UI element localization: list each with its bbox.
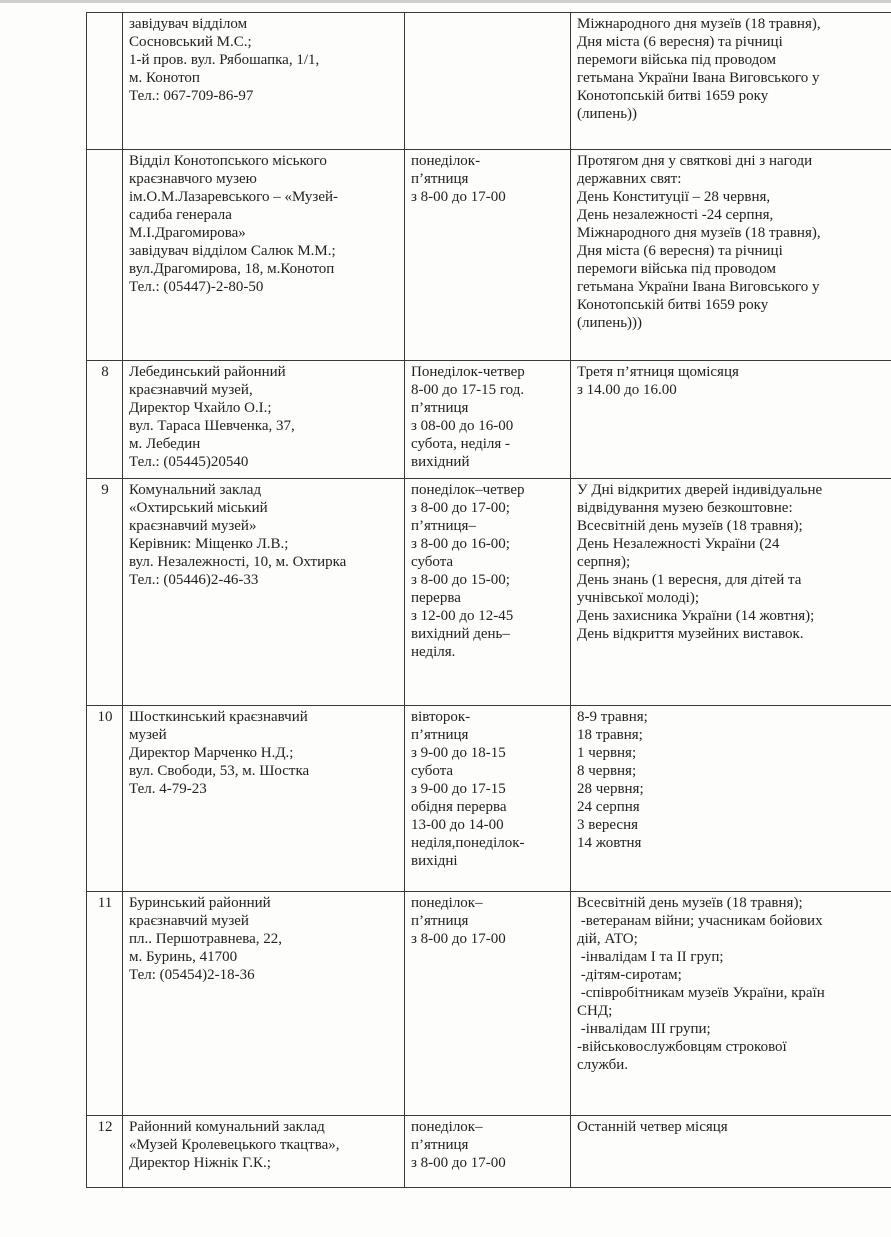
cell-text-line: «Музей Кролевецького ткацтва», (129, 1137, 340, 1153)
cell-text-line: 1 червня; (577, 745, 637, 761)
cell-text-line: вихідний день– (411, 626, 510, 642)
cell-text-line: Керівник: Міщенко Л.В.; (129, 536, 289, 552)
cell-text-line: з 8-00 до 16-00; (411, 536, 510, 552)
free-visit-days-cell (571, 479, 891, 706)
cell-text-line: п’ятниця (411, 913, 469, 929)
cell-text-line: -інвалідам І та ІІ груп; (577, 949, 724, 965)
row-number: 9 (87, 479, 123, 706)
cell-text-line: перерва (411, 590, 461, 606)
cell-text-line: 24 серпня (577, 799, 640, 815)
cell-text-line: садиба генерала (129, 207, 232, 223)
cell-text-line: м. Лебедин (129, 436, 201, 452)
cell-text-line: м. Буринь, 41700 (129, 949, 238, 965)
table-row (87, 150, 891, 361)
free-visit-days-cell (571, 892, 891, 1116)
cell-text-line: Директор Чхайло О.І.; (129, 400, 272, 416)
free-visit-days-cell (571, 706, 891, 892)
free-visit-days-cell (571, 361, 891, 479)
cell-text-line: з 8-00 до 17-00 (411, 1155, 506, 1171)
cell-text-line: Тел.: (05446)2-46-33 (129, 572, 259, 588)
cell-text-line: ім.О.М.Лазаревського – «Музей- (129, 189, 339, 205)
cell-text-line: неділя,понеділок- (411, 835, 525, 851)
cell-text-line: Тел. 4-79-23 (129, 781, 207, 797)
free-visit-days-cell (571, 1116, 891, 1188)
cell-text-line: День знань (1 вересня, для дітей та (577, 572, 802, 588)
cell-text-line: завідувач відділом Салюк М.М.; (129, 243, 336, 259)
cell-text-line: з 9-00 до 17-15 (411, 781, 506, 797)
cell-text-line: понеділок– (411, 1119, 483, 1135)
cell-text-line: обідня перерва (411, 799, 507, 815)
cell-text-line: служби. (577, 1057, 629, 1073)
cell-text-line: Тел.: 067-709-86-97 (129, 88, 254, 104)
cell-text-line: понеділок- (411, 153, 481, 169)
cell-text-line: з 8-00 до 17-00 (411, 189, 506, 205)
cell-text-line: 28 червня; (577, 781, 644, 797)
cell-text-line: п’ятниця (411, 727, 469, 743)
museum-name-cell (123, 361, 405, 479)
row-number: 11 (87, 892, 123, 1116)
cell-text-line: п’ятниця (411, 400, 469, 416)
cell-text-line: м. Конотоп (129, 70, 200, 86)
cell-text-line: серпня); (577, 554, 631, 570)
museum-name-cell (123, 13, 405, 150)
cell-text-line: 8 червня; (577, 763, 637, 779)
cell-text-line: понеділок– (411, 895, 483, 911)
cell-text-line: учнівської молоді); (577, 590, 699, 606)
cell-text-line: Сосновський М.С.; (129, 34, 252, 50)
cell-text-line: вул.Драгомирова, 18, м.Конотоп (129, 261, 335, 277)
cell-text-line: з 14.00 до 16.00 (577, 382, 677, 398)
table-row (87, 706, 891, 892)
opening-hours-cell (405, 13, 571, 150)
cell-text-line: День незалежності -24 серпня, (577, 207, 774, 223)
opening-hours-cell (405, 892, 571, 1116)
cell-text-line: вихідний (411, 454, 470, 470)
opening-hours-cell (405, 150, 571, 361)
cell-text-line: пл.. Першотравнева, 22, (129, 931, 283, 947)
cell-text-line: перемоги війська під проводом (577, 52, 776, 68)
cell-text-line: 1-й пров. вул. Рябошапка, 1/1, (129, 52, 320, 68)
cell-text-line: з 8-00 до 17-00 (411, 931, 506, 947)
cell-text-line: Лебединський районний (129, 364, 286, 380)
row-number: 12 (87, 1116, 123, 1188)
cell-text-line: 18 травня; (577, 727, 643, 743)
cell-text-line: краєзнавчий музей» (129, 518, 257, 534)
cell-text-line: з 9-00 до 18-15 (411, 745, 506, 761)
cell-text-line: Міжнародного дня музеїв (18 травня), (577, 16, 821, 32)
cell-text-line: День захисника України (14 жовтня); (577, 608, 815, 624)
cell-text-line: М.І.Драгомирова» (129, 225, 246, 241)
table-row (87, 1116, 891, 1188)
cell-text-line: з 08-00 до 16-00 (411, 418, 514, 434)
cell-text-line: Шосткинський краєзнавчий (129, 709, 308, 725)
cell-text-line: державних свят: (577, 171, 682, 187)
cell-text-line: вихідні (411, 853, 458, 869)
cell-text-line: 8-00 до 17-15 год. (411, 382, 525, 398)
row-number (87, 13, 123, 150)
cell-text-line: субота (411, 554, 454, 570)
cell-text-line: (липень))) (577, 315, 643, 331)
museum-name-cell (123, 1116, 405, 1188)
cell-text-line: вул. Тараса Шевченка, 37, (129, 418, 295, 434)
table-row (87, 361, 891, 479)
museum-name-cell (123, 479, 405, 706)
cell-text-line: 8-9 травня; (577, 709, 648, 725)
cell-text-line: Дня міста (6 вересня) та річниці (577, 243, 783, 259)
cell-text-line: Директор Ніжнік Г.К.; (129, 1155, 271, 1171)
cell-text-line: краєзнавчий музей (129, 913, 249, 929)
opening-hours-cell (405, 361, 571, 479)
cell-text-line: -військовослужбовцям строкової (577, 1039, 787, 1055)
cell-text-line: краєзнавчого музею (129, 171, 257, 187)
cell-text-line: «Охтирський міський (129, 500, 268, 516)
cell-text-line: Міжнародного дня музеїв (18 травня), (577, 225, 821, 241)
cell-text-line: з 8-00 до 15-00; (411, 572, 510, 588)
cell-text-line: вул. Незалежності, 10, м. Охтирка (129, 554, 347, 570)
cell-text-line: субота, неділя - (411, 436, 511, 452)
cell-text-line: з 12-00 до 12-45 (411, 608, 514, 624)
cell-text-line: День Конституції – 28 червня, (577, 189, 771, 205)
cell-text-line: вул. Свободи, 53, м. Шостка (129, 763, 310, 779)
table-row (87, 892, 891, 1116)
cell-text-line: Районний комунальний заклад (129, 1119, 325, 1135)
cell-text-line: Всесвітній день музеїв (18 травня); (577, 895, 803, 911)
cell-text-line: понеділок–четвер (411, 482, 525, 498)
cell-text-line: 14 жовтня (577, 835, 642, 851)
cell-text-line: п’ятниця (411, 1137, 469, 1153)
opening-hours-cell (405, 479, 571, 706)
cell-text-line: завідувач відділом (129, 16, 248, 32)
cell-text-line: (липень)) (577, 106, 638, 122)
cell-text-line: -співробітникам музеїв України, країн (577, 985, 825, 1001)
museum-name-cell (123, 892, 405, 1116)
cell-text-line: У Дні відкритих дверей індивідуальне (577, 482, 823, 498)
cell-text-line: Понеділок-четвер (411, 364, 525, 380)
cell-text-line: 13-00 до 14-00 (411, 817, 504, 833)
cell-text-line: Протягом дня у святкові дні з нагоди (577, 153, 813, 169)
row-number (87, 150, 123, 361)
cell-text-line: краєзнавчий музей, (129, 382, 253, 398)
cell-text-line: п’ятниця (411, 171, 469, 187)
cell-text-line: Буринський районний (129, 895, 271, 911)
table-row (87, 479, 891, 706)
free-visit-days-cell (571, 150, 891, 361)
museum-name-cell (123, 150, 405, 361)
top-edge (0, 0, 891, 3)
cell-text-line: дій, АТО; (577, 931, 638, 947)
cell-text-line: гетьмана України Івана Виговського у (577, 279, 820, 295)
cell-text-line: -дітям-сиротам; (577, 967, 682, 983)
free-visit-days-cell (571, 13, 891, 150)
opening-hours-cell (405, 706, 571, 892)
cell-text-line: -ветеранам війни; учасникам бойових (577, 913, 823, 929)
cell-text-line: Директор Марченко Н.Д.; (129, 745, 294, 761)
opening-hours-cell (405, 1116, 571, 1188)
cell-text-line: СНД; (577, 1003, 613, 1019)
cell-text-line: субота (411, 763, 454, 779)
cell-text-line: Третя п’ятниця щомісяця (577, 364, 739, 380)
table-row (87, 13, 891, 150)
cell-text-line: музей (129, 727, 167, 743)
row-number: 8 (87, 361, 123, 479)
museum-name-cell (123, 706, 405, 892)
cell-text-line: перемоги війська під проводом (577, 261, 776, 277)
cell-text-line: Останній четвер місяця (577, 1119, 728, 1135)
cell-text-line: Тел: (05454)2-18-36 (129, 967, 255, 983)
cell-text-line: Відділ Конотопського міського (129, 153, 327, 169)
cell-text-line: вівторок- (411, 709, 471, 725)
cell-text-line: -інвалідам ІІІ групи; (577, 1021, 711, 1037)
cell-text-line: Тел.: (05447)-2-80-50 (129, 279, 264, 295)
cell-text-line: День відкриття музейних виставок. (577, 626, 804, 642)
cell-text-line: п’ятниця– (411, 518, 476, 534)
cell-text-line: Конотопській битві 1659 року (577, 88, 769, 104)
museums-table (86, 12, 891, 1188)
cell-text-line: Комунальний заклад (129, 482, 262, 498)
cell-text-line: Конотопській битві 1659 року (577, 297, 769, 313)
cell-text-line: 3 вересня (577, 817, 639, 833)
cell-text-line: Дня міста (6 вересня) та річниці (577, 34, 783, 50)
row-number: 10 (87, 706, 123, 892)
cell-text-line: День Незалежності України (24 (577, 536, 780, 552)
cell-text-line: неділя. (411, 644, 456, 660)
cell-text-line: гетьмана України Івана Виговського у (577, 70, 820, 86)
cell-text-line: Всесвітній день музеїв (18 травня); (577, 518, 803, 534)
cell-text-line: відвідування музею безкоштовне: (577, 500, 793, 516)
cell-text-line: Тел.: (05445)20540 (129, 454, 249, 470)
cell-text-line: з 8-00 до 17-00; (411, 500, 510, 516)
